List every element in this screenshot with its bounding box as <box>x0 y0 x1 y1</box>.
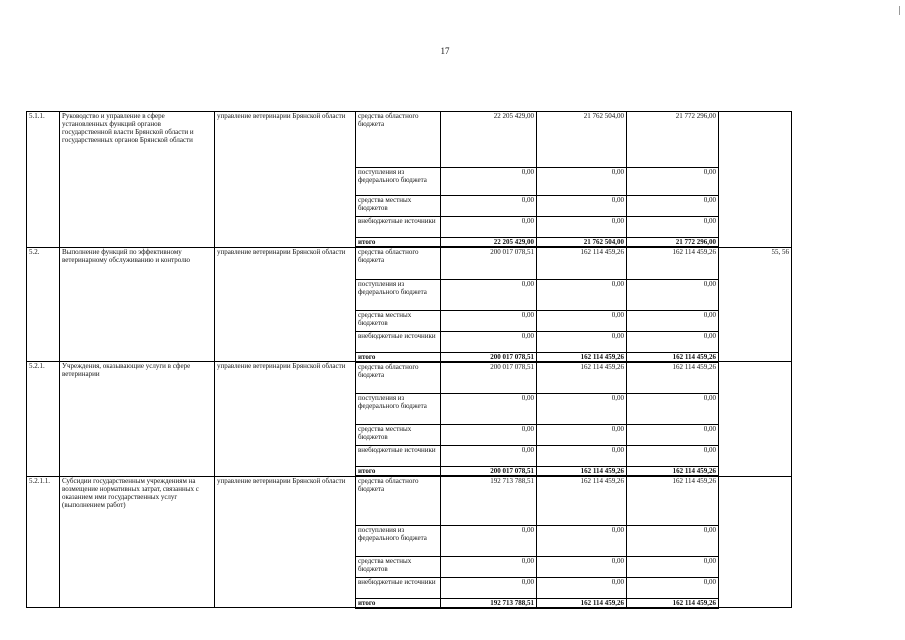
funding-source-cell: средства областного бюджета <box>356 247 441 279</box>
amount-year-2-cell: 21 762 504,00 <box>537 112 627 168</box>
amount-year-2-cell: 162 114 459,26 <box>537 598 627 608</box>
amount-year-2-cell: 21 762 504,00 <box>537 238 627 248</box>
amount-year-2-cell: 0,00 <box>537 425 627 446</box>
indicator-ref-cell <box>719 112 792 248</box>
funding-source-cell: средства местных бюджетов <box>356 196 441 217</box>
amount-year-1-cell: 0,00 <box>441 331 537 352</box>
executor-cell: управление ветеринарии Брянской области <box>215 112 356 248</box>
amount-year-3-cell: 162 114 459,26 <box>627 598 719 608</box>
amount-year-2-cell: 0,00 <box>537 525 627 556</box>
indicator-ref-cell: 55, 56 <box>719 247 792 362</box>
funding-source-cell: средства местных бюджетов <box>356 425 441 446</box>
regional-budget-row <box>27 247 792 279</box>
amount-year-2-cell: 0,00 <box>537 394 627 425</box>
amount-year-1-cell: 0,00 <box>441 217 537 238</box>
funding-source-cell: средства областного бюджета <box>356 476 441 525</box>
measure-name-cell: Выполнение функций по эффективному ветеринарному обслуживанию и контролю <box>60 247 215 362</box>
amount-year-3-cell: 0,00 <box>627 446 719 467</box>
amount-year-3-cell: 162 114 459,26 <box>627 467 719 477</box>
amount-year-3-cell: 0,00 <box>627 556 719 577</box>
amount-year-1-cell: 22 205 429,00 <box>441 112 537 168</box>
amount-year-3-cell: 0,00 <box>627 331 719 352</box>
regional-budget-row <box>27 476 792 525</box>
amount-year-2-cell: 162 114 459,26 <box>537 476 627 525</box>
funding-source-cell: итого <box>356 467 441 477</box>
measure-code-cell: 5.2. <box>27 247 60 362</box>
amount-year-3-cell: 0,00 <box>627 525 719 556</box>
amount-year-3-cell: 0,00 <box>627 425 719 446</box>
indicator-ref-cell <box>719 362 792 477</box>
scan-edge-mark <box>899 6 900 15</box>
funding-source-cell: средства местных бюджетов <box>356 556 441 577</box>
amount-year-1-cell: 0,00 <box>441 279 537 310</box>
amount-year-1-cell: 0,00 <box>441 196 537 217</box>
indicator-ref-cell <box>719 476 792 608</box>
measure-code-cell: 5.2.1. <box>27 362 60 477</box>
measure-code-cell: 5.1.1. <box>27 112 60 248</box>
amount-year-2-cell: 0,00 <box>537 556 627 577</box>
measure-name-cell: Учреждения, оказывающие услуги в сфере ветеринарии <box>60 362 215 477</box>
funding-source-cell: поступления из федерального бюджета <box>356 168 441 196</box>
funding-source-cell: внебюджетные источники <box>356 577 441 598</box>
page-number: 17 <box>440 46 450 56</box>
regional-budget-row <box>27 112 792 168</box>
funding-source-cell: внебюджетные источники <box>356 446 441 467</box>
funding-source-cell: поступления из федерального бюджета <box>356 394 441 425</box>
amount-year-3-cell: 162 114 459,26 <box>627 352 719 362</box>
regional-budget-row <box>27 362 792 394</box>
funding-source-cell: средства областного бюджета <box>356 362 441 394</box>
amount-year-1-cell: 0,00 <box>441 168 537 196</box>
funding-source-cell: средства местных бюджетов <box>356 310 441 331</box>
amount-year-3-cell: 0,00 <box>627 279 719 310</box>
amount-year-2-cell: 162 114 459,26 <box>537 467 627 477</box>
executor-cell: управление ветеринарии Брянской области <box>215 362 356 477</box>
amount-year-2-cell: 0,00 <box>537 577 627 598</box>
funding-source-cell: средства областного бюджета <box>356 112 441 168</box>
amount-year-3-cell: 0,00 <box>627 394 719 425</box>
funding-source-cell: внебюджетные источники <box>356 331 441 352</box>
amount-year-3-cell: 0,00 <box>627 196 719 217</box>
amount-year-3-cell: 0,00 <box>627 217 719 238</box>
amount-year-2-cell: 0,00 <box>537 331 627 352</box>
amount-year-1-cell: 192 713 788,51 <box>441 598 537 608</box>
measure-name-cell: Руководство и управление в сфере установленных функций органов государственной власти Брянской области и государственных органов Брянской области <box>60 112 215 248</box>
executor-cell: управление ветеринарии Брянской области <box>215 476 356 608</box>
amount-year-1-cell: 0,00 <box>441 577 537 598</box>
amount-year-2-cell: 0,00 <box>537 168 627 196</box>
funding-source-cell: итого <box>356 238 441 248</box>
amount-year-1-cell: 200 017 078,51 <box>441 352 537 362</box>
funding-source-cell: поступления из федерального бюджета <box>356 279 441 310</box>
amount-year-1-cell: 200 017 078,51 <box>441 467 537 477</box>
amount-year-3-cell: 162 114 459,26 <box>627 476 719 525</box>
funding-source-cell: поступления из федерального бюджета <box>356 525 441 556</box>
amount-year-1-cell: 0,00 <box>441 525 537 556</box>
measure-code-cell: 5.2.1.1. <box>27 476 60 608</box>
amount-year-3-cell: 162 114 459,26 <box>627 362 719 394</box>
amount-year-2-cell: 162 114 459,26 <box>537 352 627 362</box>
amount-year-1-cell: 200 017 078,51 <box>441 247 537 279</box>
amount-year-2-cell: 0,00 <box>537 446 627 467</box>
amount-year-1-cell: 200 017 078,51 <box>441 362 537 394</box>
amount-year-1-cell: 0,00 <box>441 446 537 467</box>
amount-year-3-cell: 0,00 <box>627 310 719 331</box>
amount-year-2-cell: 162 114 459,26 <box>537 362 627 394</box>
amount-year-1-cell: 0,00 <box>441 556 537 577</box>
amount-year-3-cell: 21 772 296,00 <box>627 112 719 168</box>
amount-year-2-cell: 162 114 459,26 <box>537 247 627 279</box>
amount-year-1-cell: 0,00 <box>441 310 537 331</box>
amount-year-3-cell: 162 114 459,26 <box>627 247 719 279</box>
amount-year-1-cell: 22 205 429,00 <box>441 238 537 248</box>
amount-year-2-cell: 0,00 <box>537 310 627 331</box>
budget-table-body <box>27 112 792 608</box>
executor-cell: управление ветеринарии Брянской области <box>215 247 356 362</box>
amount-year-3-cell: 21 772 296,00 <box>627 238 719 248</box>
amount-year-1-cell: 192 713 788,51 <box>441 476 537 525</box>
amount-year-1-cell: 0,00 <box>441 425 537 446</box>
funding-source-cell: итого <box>356 352 441 362</box>
amount-year-3-cell: 0,00 <box>627 168 719 196</box>
amount-year-2-cell: 0,00 <box>537 279 627 310</box>
funding-source-cell: внебюджетные источники <box>356 217 441 238</box>
amount-year-2-cell: 0,00 <box>537 196 627 217</box>
budget-table <box>26 111 792 609</box>
amount-year-1-cell: 0,00 <box>441 394 537 425</box>
amount-year-3-cell: 0,00 <box>627 577 719 598</box>
funding-source-cell: итого <box>356 598 441 608</box>
amount-year-2-cell: 0,00 <box>537 217 627 238</box>
measure-name-cell: Субсидии государственным учреждениям на возмещение нормативных затрат, связанных с оказанием ими государственных услуг (выполнением работ) <box>60 476 215 608</box>
